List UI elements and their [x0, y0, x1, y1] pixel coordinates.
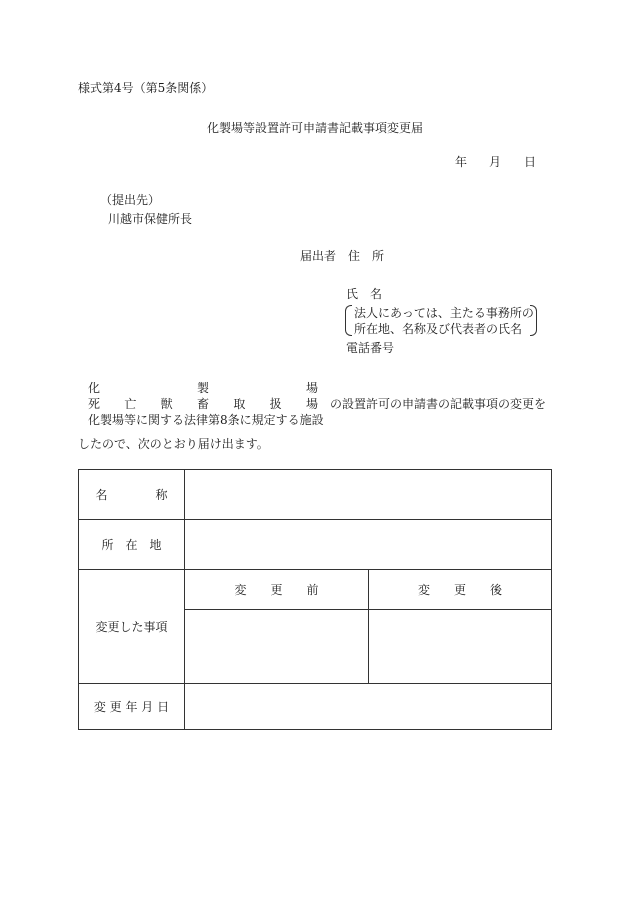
location-label-cell: 所 在 地 [79, 520, 185, 570]
applicant-address-label: 届出者 住 所 [300, 249, 385, 263]
facility-char: 化 [88, 381, 101, 395]
facility-char: 亡 [124, 397, 137, 411]
applicant-name-label: 氏 名 [346, 287, 383, 301]
notification-table [78, 469, 552, 730]
recipient-name: 川越市保健所長 [108, 212, 193, 226]
facility-option-shibo-juchiku [88, 396, 318, 412]
recipient-label: （提出先） [100, 193, 161, 207]
facility-char: 獣 [160, 397, 173, 411]
changed-item-label-cell: 変更した事項 [79, 570, 185, 684]
date-year-label: 年 [455, 155, 468, 169]
after-header-cell: 変 更 後 [369, 570, 552, 610]
change-date-label-cell: 変 更 年 月 日 [79, 684, 185, 730]
facility-char: 製 [196, 381, 209, 395]
facility-char: 取 [233, 397, 246, 411]
facility-char: 場 [305, 381, 318, 395]
right-bracket [530, 305, 537, 336]
date-day-label: 日 [524, 155, 537, 169]
location-value-cell[interactable] [185, 520, 552, 570]
date-month-label: 月 [489, 155, 502, 169]
after-value-cell[interactable] [369, 610, 552, 684]
facility-option-kaseijo [88, 380, 318, 396]
corporate-note-line2: 所在地、名称及び代表者の氏名 [354, 322, 523, 336]
facility-char: 場 [305, 397, 318, 411]
before-value-cell[interactable] [185, 610, 369, 684]
change-date-value-cell[interactable] [185, 684, 552, 730]
name-label-cell: 名 称 [79, 470, 185, 520]
form-number: 様式第4号（第5条関係） [78, 81, 214, 95]
corporate-note-line1: 法人にあっては、主たる事務所の [354, 306, 534, 320]
facility-char: 扱 [269, 397, 282, 411]
name-value-cell[interactable] [185, 470, 552, 520]
before-header-cell: 変 更 前 [185, 570, 369, 610]
facility-option-article8: 化製場等に関する法律第8条に規定する施設 [88, 413, 324, 427]
document-title: 化製場等設置許可申請書記載事項変更届 [206, 121, 423, 135]
body-text-line2: したので、次のとおり届け出ます。 [78, 437, 269, 451]
left-bracket [345, 305, 352, 336]
facility-char: 死 [88, 397, 101, 411]
body-text-continuation: の設置許可の申請書の記載事項の変更を [330, 397, 547, 411]
applicant-phone-label: 電話番号 [346, 341, 395, 355]
facility-char: 畜 [196, 397, 209, 411]
